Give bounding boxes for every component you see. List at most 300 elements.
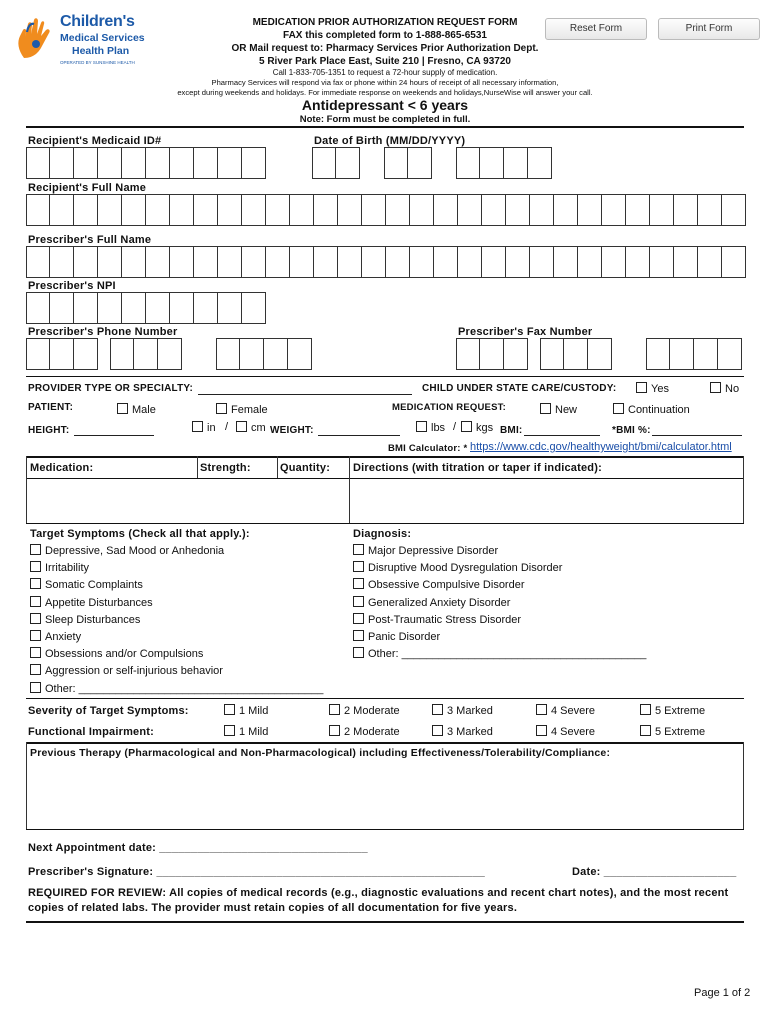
checkbox[interactable] <box>30 596 41 607</box>
unit-in[interactable] <box>192 421 216 434</box>
char-box[interactable] <box>456 338 480 370</box>
impairment-label: Functional Impairment: <box>28 726 155 738</box>
char-box[interactable] <box>456 147 480 179</box>
checkbox[interactable] <box>30 544 41 555</box>
option-label: 1 Mild <box>239 726 269 738</box>
char-box[interactable] <box>410 246 434 278</box>
checkbox[interactable] <box>536 725 547 736</box>
divider <box>26 829 744 830</box>
char-box[interactable] <box>670 338 694 370</box>
char-box[interactable] <box>26 194 50 226</box>
recipient-name-label: Recipient's Full Name <box>28 182 147 194</box>
checkbox-item[interactable] <box>353 647 646 664</box>
char-box[interactable] <box>194 292 218 324</box>
checkbox[interactable] <box>536 704 547 715</box>
char-box[interactable] <box>650 246 674 278</box>
char-box[interactable] <box>218 194 242 226</box>
phone-last-boxes[interactable] <box>216 338 312 370</box>
char-box[interactable] <box>722 194 746 226</box>
char-box[interactable] <box>110 338 134 370</box>
checkbox[interactable] <box>353 630 364 641</box>
drug-title: Antidepressant < 6 years <box>301 97 469 113</box>
divider <box>26 921 744 923</box>
checkbox-item[interactable] <box>30 544 323 561</box>
option-label: 4 Severe <box>551 726 596 738</box>
char-box[interactable] <box>146 246 170 278</box>
severity-option[interactable] <box>432 725 493 738</box>
char-box[interactable] <box>384 147 408 179</box>
checkbox-label: Panic Disorder <box>368 630 441 643</box>
severity-option[interactable] <box>536 704 595 717</box>
checkbox-label: Irritability <box>45 562 90 575</box>
char-box[interactable] <box>146 194 170 226</box>
checkbox[interactable] <box>353 596 364 607</box>
option-label: 4 Severe <box>551 705 596 717</box>
checkbox-label: Post-Traumatic Stress Disorder <box>368 613 522 626</box>
char-box[interactable] <box>602 194 626 226</box>
char-box[interactable] <box>338 246 362 278</box>
symptoms-title: Target Symptoms (Check all that apply.): <box>30 528 250 540</box>
note: Note: Form must be completed in full. <box>299 114 471 125</box>
checkbox-item[interactable] <box>353 596 646 613</box>
checkbox-item[interactable] <box>30 578 323 595</box>
char-box[interactable] <box>434 194 458 226</box>
char-box[interactable] <box>506 194 530 226</box>
checkbox-item[interactable] <box>353 561 646 578</box>
option-label: 2 Moderate <box>344 705 400 717</box>
char-box[interactable] <box>122 194 146 226</box>
char-box[interactable] <box>218 147 242 179</box>
fax-mid-boxes[interactable] <box>540 338 612 370</box>
char-box[interactable] <box>26 338 50 370</box>
required-note: REQUIRED FOR REVIEW: All copies of medical records (e.g., diagnostic evaluations and recent chart notes), and the most recent copies of related labs. The provider must retain copies of all documentation for five years. <box>28 887 729 914</box>
char-box[interactable] <box>216 338 240 370</box>
char-box[interactable] <box>122 147 146 179</box>
char-box[interactable] <box>218 246 242 278</box>
unit-lbs[interactable] <box>416 421 445 434</box>
char-box[interactable] <box>50 292 74 324</box>
custody-yes[interactable] <box>636 382 669 395</box>
char-box[interactable] <box>646 338 670 370</box>
checkbox[interactable] <box>224 725 235 736</box>
divider <box>26 523 744 524</box>
bmi-calc-label: BMI Calculator: * <box>388 443 468 454</box>
char-box[interactable] <box>336 147 360 179</box>
kgs-label: kgs <box>476 422 494 434</box>
fax-last-boxes[interactable] <box>646 338 742 370</box>
char-box[interactable] <box>74 246 98 278</box>
table-border <box>277 456 278 478</box>
male-label: Male <box>132 404 156 416</box>
bmi-calculator-link[interactable]: https://www.cdc.gov/healthyweight/bmi/calculator.html <box>470 441 732 453</box>
weight-input[interactable] <box>318 424 400 436</box>
char-box[interactable] <box>564 338 588 370</box>
bmi-input[interactable] <box>524 424 600 436</box>
char-box[interactable] <box>698 194 722 226</box>
char-box[interactable] <box>98 246 122 278</box>
logo-line4: OPERATED BY SUNSHINE HEALTH <box>60 60 135 65</box>
female-checkbox[interactable] <box>216 403 227 414</box>
char-box[interactable] <box>240 338 264 370</box>
checkbox-item[interactable] <box>30 613 323 630</box>
divider <box>26 126 744 128</box>
impairment-options <box>224 725 744 739</box>
height-input[interactable] <box>74 424 154 436</box>
checkbox-label: Obsessions and/or Compulsions <box>45 648 204 661</box>
checkbox-item[interactable] <box>30 630 323 647</box>
phone-mid-boxes[interactable] <box>110 338 182 370</box>
checkbox-item[interactable] <box>30 664 323 681</box>
date-field[interactable]: Date: _____________________ <box>572 866 737 878</box>
char-box[interactable] <box>314 246 338 278</box>
logo-line1: Children's <box>60 13 135 30</box>
print-form-button[interactable]: Print Form <box>658 18 760 40</box>
severity-option[interactable] <box>329 704 400 717</box>
severity-option[interactable] <box>640 725 705 738</box>
dob-month-boxes[interactable] <box>312 147 360 179</box>
checkbox-label: Aggression or self-injurious behavior <box>45 665 223 678</box>
char-box[interactable] <box>338 194 362 226</box>
bmi-pct-input[interactable] <box>652 424 742 436</box>
checkbox-label: Other: ________________________________________ <box>368 648 647 661</box>
char-box[interactable] <box>170 246 194 278</box>
char-box[interactable] <box>458 194 482 226</box>
checkbox-label: Somatic Complaints <box>45 579 143 592</box>
cm-checkbox[interactable] <box>236 421 247 432</box>
divider <box>26 698 744 699</box>
checkbox[interactable] <box>329 704 340 715</box>
checkbox[interactable] <box>30 613 41 624</box>
char-box[interactable] <box>480 338 504 370</box>
checkbox[interactable] <box>329 725 340 736</box>
char-box[interactable] <box>482 246 506 278</box>
char-box[interactable] <box>170 194 194 226</box>
char-box[interactable] <box>626 246 650 278</box>
char-box[interactable] <box>554 246 578 278</box>
table-border <box>197 456 198 478</box>
char-box[interactable] <box>158 338 182 370</box>
medication-input[interactable] <box>27 479 349 523</box>
no-label: No <box>725 383 740 395</box>
new-label: New <box>555 404 578 416</box>
char-box[interactable] <box>74 292 98 324</box>
checkbox-item[interactable] <box>30 682 323 699</box>
prescriber-phone-label: Prescriber's Phone Number <box>28 326 178 338</box>
char-box[interactable] <box>290 246 314 278</box>
severity-option[interactable] <box>224 725 268 738</box>
lbs-checkbox[interactable] <box>416 421 427 432</box>
mail-line: OR Mail request to: Pharmacy Services Prior Authorization Dept. <box>231 43 539 54</box>
checkbox[interactable] <box>353 578 364 589</box>
symptoms-list <box>30 544 323 699</box>
char-box[interactable] <box>314 194 338 226</box>
char-box[interactable] <box>264 338 288 370</box>
checkbox[interactable] <box>640 704 651 715</box>
char-box[interactable] <box>386 246 410 278</box>
checkbox[interactable] <box>432 725 443 736</box>
checkbox[interactable] <box>30 647 41 658</box>
severity-option[interactable] <box>329 725 400 738</box>
char-box[interactable] <box>408 147 432 179</box>
char-box[interactable] <box>578 194 602 226</box>
request-continuation[interactable] <box>613 403 690 416</box>
height-label: HEIGHT: <box>28 425 70 436</box>
char-box[interactable] <box>146 292 170 324</box>
logo-line2: Medical Services <box>60 32 145 44</box>
checkbox-label: Obsessive Compulsive Disorder <box>368 579 525 592</box>
patient-male[interactable] <box>117 403 156 416</box>
npi-boxes[interactable] <box>26 292 266 324</box>
male-checkbox[interactable] <box>117 403 128 414</box>
reset-form-button[interactable]: Reset Form <box>545 18 647 40</box>
medication-label: Medication: <box>30 462 94 474</box>
address-line: 5 River Park Place East, Suite 210 | Fresno, CA 93720 <box>258 56 511 67</box>
char-box[interactable] <box>718 338 742 370</box>
char-box[interactable] <box>266 194 290 226</box>
char-box[interactable] <box>194 246 218 278</box>
directions-input[interactable] <box>350 479 743 523</box>
severity-option[interactable] <box>224 704 268 717</box>
char-box[interactable] <box>242 147 266 179</box>
checkbox[interactable] <box>353 544 364 555</box>
char-box[interactable] <box>194 194 218 226</box>
char-box[interactable] <box>540 338 564 370</box>
char-box[interactable] <box>218 292 242 324</box>
checkbox[interactable] <box>30 682 41 693</box>
checkbox[interactable] <box>353 647 364 658</box>
divider <box>26 742 744 744</box>
checkbox-label: Disruptive Mood Dysregulation Disorder <box>368 562 563 575</box>
bmi-pct-label: *BMI %: <box>612 425 651 436</box>
char-box[interactable] <box>242 292 266 324</box>
continuation-label: Continuation <box>628 404 690 416</box>
call-line: Call 1-833-705-1351 to request a 72-hour supply of medication. <box>272 68 498 77</box>
prescriber-fax-label: Prescriber's Fax Number <box>458 326 593 338</box>
cm-label: cm <box>251 422 266 434</box>
new-checkbox[interactable] <box>540 403 551 414</box>
yes-checkbox[interactable] <box>636 382 647 393</box>
fax-area-boxes[interactable] <box>456 338 528 370</box>
char-box[interactable] <box>288 338 312 370</box>
option-label: 3 Marked <box>447 705 493 717</box>
lbs-label: lbs <box>431 422 446 434</box>
dob-year-boxes[interactable] <box>456 147 552 179</box>
char-box[interactable] <box>506 246 530 278</box>
divider <box>26 456 744 458</box>
char-box[interactable] <box>602 246 626 278</box>
option-label: 5 Extreme <box>655 705 706 717</box>
quantity-label: Quantity: <box>280 462 331 474</box>
char-box[interactable] <box>482 194 506 226</box>
char-box[interactable] <box>50 338 74 370</box>
checkbox-item[interactable] <box>353 544 646 561</box>
checkbox[interactable] <box>432 704 443 715</box>
checkbox-item[interactable] <box>353 578 646 595</box>
char-box[interactable] <box>410 194 434 226</box>
checkbox[interactable] <box>30 561 41 572</box>
checkbox-item[interactable] <box>353 630 646 647</box>
char-box[interactable] <box>26 246 50 278</box>
char-box[interactable] <box>26 292 50 324</box>
char-box[interactable] <box>458 246 482 278</box>
in-checkbox[interactable] <box>192 421 203 432</box>
checkbox[interactable] <box>30 630 41 641</box>
char-box[interactable] <box>578 246 602 278</box>
char-box[interactable] <box>530 246 554 278</box>
divider <box>26 376 744 377</box>
phone-area-boxes[interactable] <box>26 338 98 370</box>
hand-logo-icon <box>14 14 60 60</box>
diagnosis-title: Diagnosis: <box>353 528 412 540</box>
checkbox[interactable] <box>353 613 364 624</box>
char-box[interactable] <box>588 338 612 370</box>
recipient-name-boxes[interactable] <box>26 194 746 226</box>
severity-option[interactable] <box>640 704 705 717</box>
char-box[interactable] <box>170 292 194 324</box>
char-box[interactable] <box>50 246 74 278</box>
char-box[interactable] <box>434 246 458 278</box>
char-box[interactable] <box>122 292 146 324</box>
char-box[interactable] <box>504 338 528 370</box>
bmi-label: BMI: <box>500 425 523 436</box>
respond-line1: Pharmacy Services will respond via fax or phone within 24 hours of receipt of all necessary information, <box>211 78 559 87</box>
checkbox[interactable] <box>30 578 41 589</box>
unit-cm[interactable] <box>236 421 266 434</box>
patient-female[interactable] <box>216 403 268 416</box>
char-box[interactable] <box>74 194 98 226</box>
strength-label: Strength: <box>200 462 251 474</box>
char-box[interactable] <box>554 194 578 226</box>
char-box[interactable] <box>146 147 170 179</box>
page-number: Page 1 of 2 <box>694 987 751 999</box>
checkbox-label: Major Depressive Disorder <box>368 545 499 557</box>
checkbox[interactable] <box>224 704 235 715</box>
female-label: Female <box>231 404 268 416</box>
char-box[interactable] <box>50 194 74 226</box>
directions-label: Directions (with titration or taper if indicated): <box>353 462 602 474</box>
char-box[interactable] <box>722 246 746 278</box>
unit-kgs[interactable] <box>461 421 493 434</box>
custody-no[interactable] <box>710 382 739 395</box>
medicaid-id-label: Recipient's Medicaid ID# <box>28 135 162 147</box>
checkbox-label: Other: ________________________________________ <box>45 682 324 695</box>
char-box[interactable] <box>242 246 266 278</box>
char-box[interactable] <box>50 147 74 179</box>
yes-label: Yes <box>651 383 669 395</box>
prescriber-npi-label: Prescriber's NPI <box>28 280 116 292</box>
weight-label: WEIGHT: <box>270 425 314 436</box>
option-label: 3 Marked <box>447 726 493 738</box>
checkbox[interactable] <box>30 664 41 675</box>
checkbox-label: Depressive, Sad Mood or Anhedonia <box>45 545 225 557</box>
char-box[interactable] <box>290 194 314 226</box>
checkbox-label: Anxiety <box>45 630 82 643</box>
char-box[interactable] <box>528 147 552 179</box>
char-box[interactable] <box>698 246 722 278</box>
char-box[interactable] <box>362 246 386 278</box>
option-label: 1 Mild <box>239 705 269 717</box>
char-box[interactable] <box>312 147 336 179</box>
char-box[interactable] <box>504 147 528 179</box>
checkbox[interactable] <box>353 561 364 572</box>
dob-day-boxes[interactable] <box>384 147 432 179</box>
form-title: MEDICATION PRIOR AUTHORIZATION REQUEST FORM <box>252 17 518 28</box>
medicaid-id-boxes[interactable] <box>26 147 266 179</box>
char-box[interactable] <box>98 194 122 226</box>
char-box[interactable] <box>694 338 718 370</box>
fax-line: FAX this completed form to 1-888-865-6531 <box>283 30 487 41</box>
char-box[interactable] <box>650 194 674 226</box>
checkbox-label: Generalized Anxiety Disorder <box>368 596 511 609</box>
diagnosis-list <box>353 544 646 664</box>
in-label: in <box>207 422 216 434</box>
char-box[interactable] <box>362 194 386 226</box>
prescriber-name-label: Prescriber's Full Name <box>28 234 152 246</box>
char-box[interactable] <box>386 194 410 226</box>
severity-options <box>224 704 744 718</box>
char-box[interactable] <box>26 147 50 179</box>
char-box[interactable] <box>266 246 290 278</box>
char-box[interactable] <box>194 147 218 179</box>
custody-label: CHILD UNDER STATE CARE/CUSTODY: <box>422 383 617 394</box>
patient-label: PATIENT: <box>28 402 74 413</box>
specialty-input[interactable] <box>198 383 412 395</box>
previous-therapy-input[interactable] <box>27 764 743 828</box>
checkbox-item[interactable] <box>353 613 646 630</box>
char-box[interactable] <box>530 194 554 226</box>
logo-line3: Health Plan <box>72 45 130 57</box>
char-box[interactable] <box>674 246 698 278</box>
char-box[interactable] <box>674 194 698 226</box>
continuation-checkbox[interactable] <box>613 403 624 414</box>
checkbox[interactable] <box>640 725 651 736</box>
signature-field[interactable]: Prescriber's Signature: ____________________________________________________ <box>28 866 485 878</box>
checkbox-item[interactable] <box>30 561 323 578</box>
table-border <box>743 456 744 524</box>
char-box[interactable] <box>242 194 266 226</box>
checkbox-item[interactable] <box>30 596 323 613</box>
char-box[interactable] <box>134 338 158 370</box>
char-box[interactable] <box>480 147 504 179</box>
char-box[interactable] <box>98 147 122 179</box>
unit-slash-2: / <box>453 421 457 433</box>
char-box[interactable] <box>98 292 122 324</box>
char-box[interactable] <box>122 246 146 278</box>
char-box[interactable] <box>626 194 650 226</box>
therapy-border <box>743 742 744 830</box>
severity-option[interactable] <box>536 725 595 738</box>
previous-therapy-label: Previous Therapy (Pharmacological and Non-Pharmacological) including Effectiveness/Tolerability/Compliance: <box>30 747 611 759</box>
dob-label: Date of Birth (MM/DD/YYYY) <box>314 135 466 147</box>
char-box[interactable] <box>74 147 98 179</box>
option-label: 5 Extreme <box>655 726 706 738</box>
unit-slash: / <box>225 421 229 433</box>
no-checkbox[interactable] <box>710 382 721 393</box>
kgs-checkbox[interactable] <box>461 421 472 432</box>
med-request-label: MEDICATION REQUEST: <box>392 402 506 413</box>
char-box[interactable] <box>170 147 194 179</box>
severity-option[interactable] <box>432 704 493 717</box>
checkbox-label: Sleep Disturbances <box>45 613 141 626</box>
char-box[interactable] <box>74 338 98 370</box>
checkbox-item[interactable] <box>30 647 323 664</box>
prescriber-name-boxes[interactable] <box>26 246 746 278</box>
request-new[interactable] <box>540 403 577 416</box>
severity-label: Severity of Target Symptoms: <box>28 705 189 717</box>
next-appointment-field[interactable]: Next Appointment date: _________________________________ <box>28 842 368 854</box>
logo <box>14 12 154 65</box>
option-label: 2 Moderate <box>344 726 400 738</box>
